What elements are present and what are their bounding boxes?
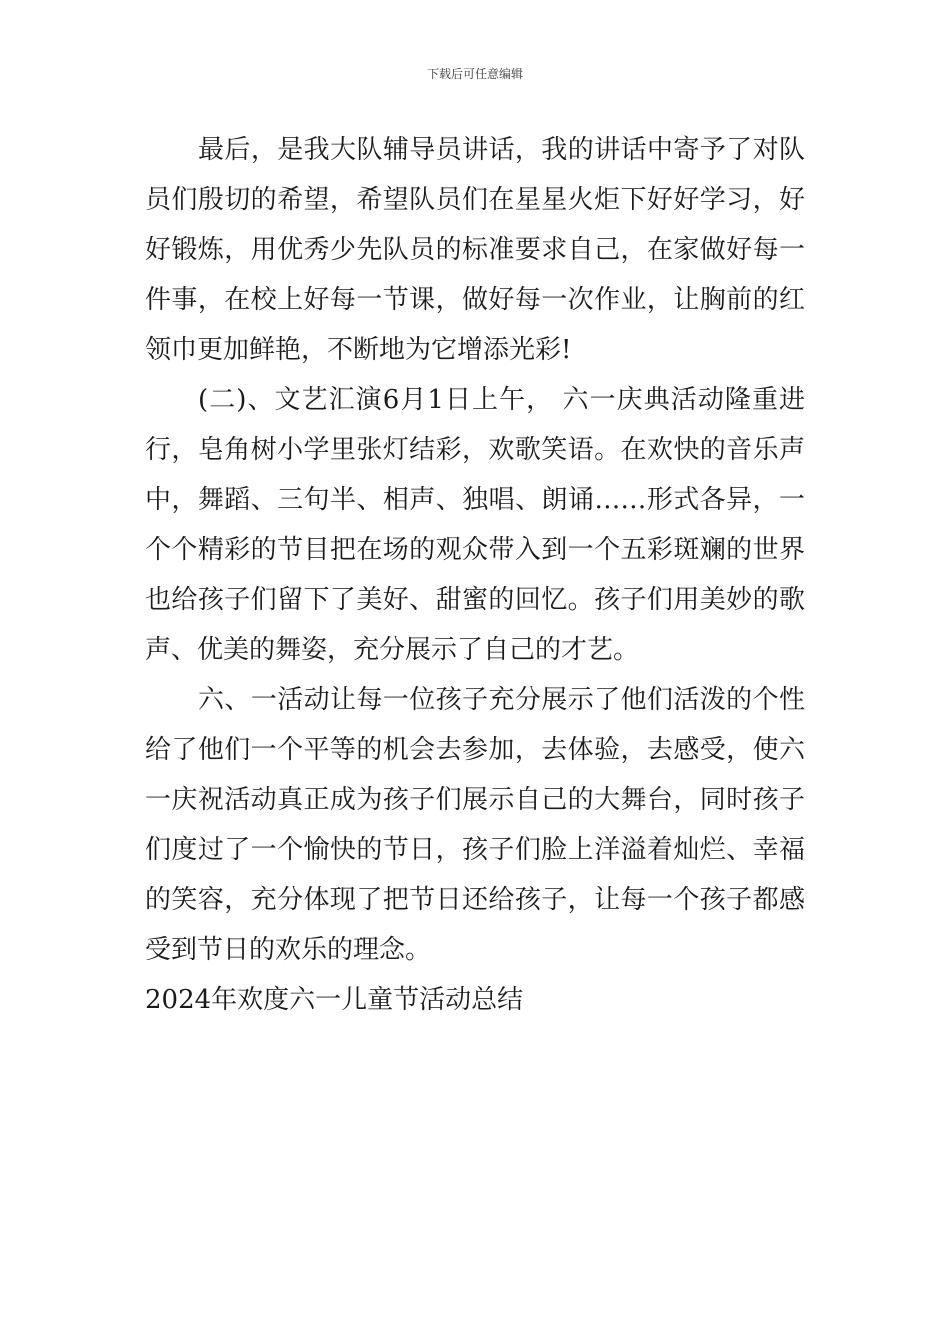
download-note: 下载后可任意编辑 [426,67,523,81]
text-line: 一庆祝活动真正成为孩子们展示自己的大舞台，同时孩子 [145,785,805,815]
text-line: 给了他们一个平等的机会去参加，去体验，去感受，使六 [145,735,805,765]
closing-title: 2024年欢度六一儿童节活动总结 [145,985,524,1015]
text-line: 个个精彩的节目把在场的观众带入到一个五彩斑斓的世界 [145,535,805,565]
text-line: 也给孩子们留下了美好、甜蜜的回忆。孩子们用美妙的歌 [145,585,805,615]
text-line: 行，皂角树小学里张灯结彩，欢歌笑语。在欢快的音乐声 [145,435,805,465]
text-line: 受到节日的欢乐的理念。 [145,935,432,965]
text-line: 好锻炼，用优秀少先队员的标准要求自己，在家做好每一 [145,235,805,265]
text-line: 最后，是我大队辅导员讲话，我的讲话中寄予了对队 [198,135,805,165]
text-line: 件事，在校上好每一节课，做好每一次作业，让胸前的红 [145,285,805,315]
text-line: 领巾更加鲜艳，不断地为它增添光彩! [145,335,572,365]
text-line: (二)、文艺汇演6月1日上午， 六一庆典活动隆重进 [198,385,805,415]
text-line: 们度过了一个愉快的节日，孩子们脸上洋溢着灿烂、幸福 [145,835,805,865]
text-line: 员们殷切的希望，希望队员们在星星火炬下好好学习，好 [145,185,805,215]
text-line: 声、优美的舞姿，充分展示了自己的才艺。 [145,635,640,665]
text-line: 的笑容，充分体现了把节日还给孩子，让每一个孩子都感 [145,885,805,915]
text-line: 中，舞蹈、三句半、相声、独唱、朗诵……形式各异，一 [145,485,805,515]
text-line: 六、一活动让每一位孩子充分展示了他们活泼的个性 [198,685,805,715]
